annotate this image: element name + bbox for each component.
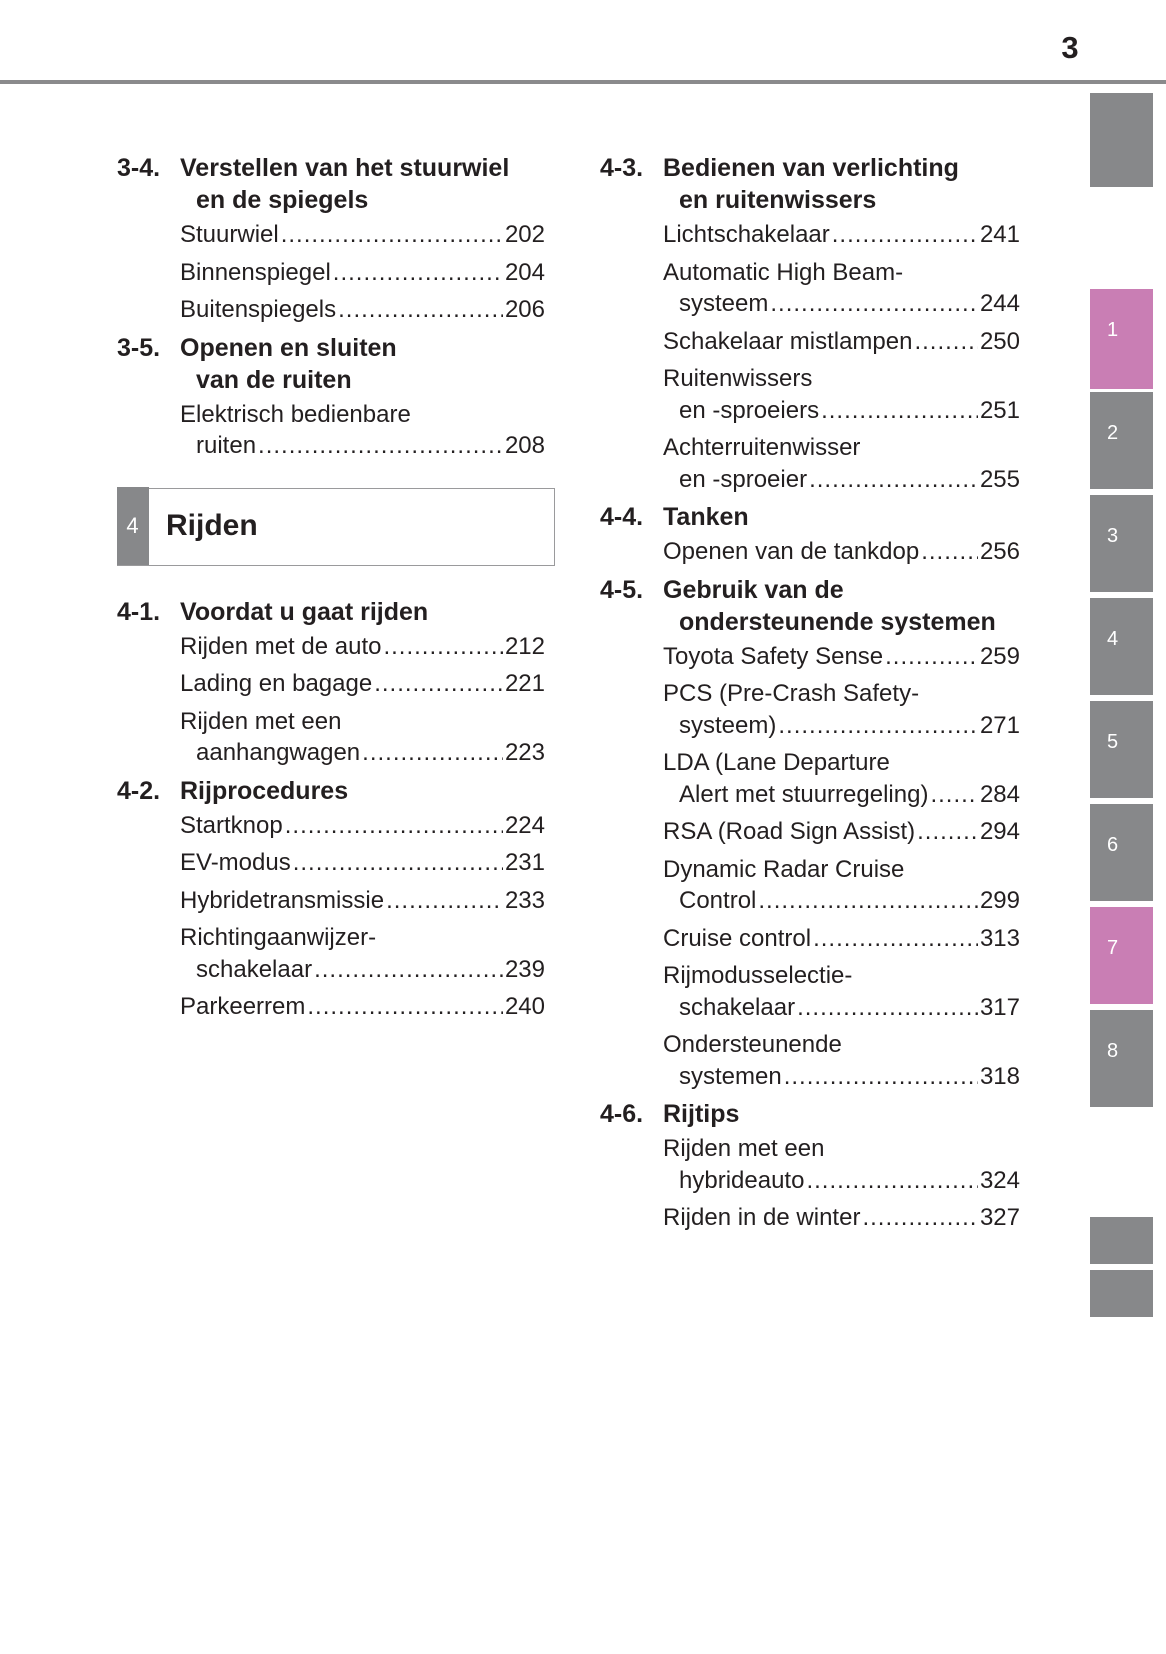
chapter-tab-5[interactable] [1090, 701, 1153, 798]
toc-entry-label-cont: hybrideauto [679, 1166, 805, 1194]
leader-dots [806, 1165, 978, 1197]
chapter-number: 4 [117, 487, 149, 565]
top-rule [0, 80, 1166, 84]
toc-entry-label-cont: Control [679, 887, 757, 914]
toc-entry-row [180, 954, 545, 986]
toc-entry-label: Achterruitenwisser [663, 434, 861, 461]
toc-page-number[interactable]: 256 [979, 538, 1020, 565]
toc-entry[interactable] [663, 257, 1020, 320]
toc-entry-label-cont: en -sproeier [679, 465, 808, 493]
toc-entry[interactable] [180, 219, 545, 251]
section-title-line1: Voordat u gaat rijden [180, 597, 429, 626]
toc-entry[interactable] [180, 810, 545, 842]
chapter-tab-label: 7 [1107, 937, 1119, 959]
toc-entry-row [663, 885, 1020, 917]
toc-entry-row [663, 288, 1020, 320]
toc-page-number[interactable]: 241 [979, 221, 1020, 248]
chapter-tab-2[interactable] [1090, 392, 1153, 489]
toc-entry-label-cont: ruiten [196, 432, 257, 459]
toc-entry-list [663, 641, 1020, 1093]
toc-entry[interactable] [663, 326, 1020, 358]
chapter-tab-3[interactable] [1090, 495, 1153, 592]
toc-entry-row [180, 810, 545, 842]
toc-entry-row [663, 710, 1020, 742]
toc-page-number[interactable]: 317 [979, 993, 1020, 1021]
toc-entry-label: Hybridetransmissie [180, 886, 385, 914]
chapter-tab-label: 3 [1107, 525, 1119, 547]
section-heading [117, 332, 545, 396]
section-number: 3-5. [117, 333, 161, 362]
leader-dots [809, 464, 978, 496]
toc-entry-label: Rijden met een [180, 707, 342, 735]
toc-entry-label: EV-modus [180, 849, 291, 876]
chapter-tab-6[interactable] [1090, 804, 1153, 901]
section-heading [600, 1098, 1020, 1130]
leader-dots [914, 326, 978, 358]
chapter-tab-label: 5 [1107, 731, 1119, 753]
leader-dots [770, 288, 978, 320]
leader-dots [862, 1202, 978, 1234]
section-title-line1: Rijtips [663, 1100, 740, 1128]
toc-entry[interactable] [663, 432, 1020, 495]
leader-dots [930, 779, 978, 811]
leader-dots [307, 991, 503, 1023]
toc-entry[interactable] [180, 631, 545, 663]
section-heading [600, 574, 1020, 638]
chapter-tab-blank[interactable] [1090, 93, 1153, 187]
leader-dots [813, 923, 978, 955]
section-title [663, 152, 1020, 216]
section-title-line1: Rijprocedures [180, 776, 349, 805]
leader-dots [921, 536, 978, 568]
leader-dots [885, 641, 978, 673]
toc-page-number[interactable]: 251 [979, 396, 1020, 424]
toc-page-number[interactable]: 233 [504, 886, 545, 914]
section-number: 4-3. [600, 154, 644, 182]
toc-entry-list [663, 219, 1020, 495]
toc-left-bottom [117, 596, 545, 1023]
toc-entry-label: Rijden met de auto [180, 632, 382, 660]
toc-entry-label: Ruitenwissers [663, 365, 813, 392]
toc-entry[interactable] [663, 923, 1020, 955]
toc-entry-list [663, 1133, 1020, 1234]
chapter-tab-label: 1 [1107, 319, 1119, 341]
leader-dots [758, 885, 978, 917]
section-title-line1: Tanken [663, 503, 749, 531]
chapter-header[interactable] [117, 488, 555, 566]
section-number: 4-6. [600, 1100, 644, 1128]
page-number: 3 [1061, 30, 1079, 65]
section-title [180, 596, 545, 628]
toc-entry-row [663, 1061, 1020, 1093]
toc-right-column [600, 152, 1020, 1240]
section-title-line1: Openen en sluiten [180, 333, 397, 362]
toc-entry-label-cont: en -sproeiers [679, 396, 820, 424]
toc-entry[interactable] [663, 1202, 1020, 1234]
chapter-tab-label: 4 [1107, 628, 1119, 650]
toc-entry[interactable] [180, 706, 545, 769]
chapter-tab-label: 2 [1107, 422, 1119, 444]
toc-page-number[interactable]: 318 [979, 1062, 1020, 1090]
leader-dots [314, 954, 503, 986]
toc-entry-label: Schakelaar mistlampen [663, 327, 913, 355]
toc-entry-row [663, 395, 1020, 427]
chapter-title: Rijden [166, 508, 258, 542]
toc-entry-label: Ondersteunende [663, 1031, 842, 1058]
toc-entry-label-cont: Alert met stuurregeling) [679, 780, 929, 808]
toc-left-column [117, 152, 545, 1029]
toc-entry-label: Stuurwiel [180, 221, 279, 248]
toc-entry-label: Lichtschakelaar [663, 221, 830, 248]
toc-page-number[interactable]: 206 [504, 296, 545, 323]
leader-dots [374, 668, 503, 700]
leader-dots [797, 992, 978, 1024]
toc-entry-label-cont: aanhangwagen [196, 739, 361, 766]
chapter-tab-blank[interactable] [1090, 1217, 1153, 1264]
toc-entry-row [663, 536, 1020, 568]
toc-entry-row [663, 326, 1020, 358]
chapter-tab-label: 6 [1107, 834, 1119, 856]
toc-entry-label: Automatic High Beam- [663, 258, 904, 286]
toc-entry-row [180, 430, 545, 462]
section-number: 3-4. [117, 154, 161, 182]
section-title [180, 775, 545, 807]
toc-entry-list [663, 536, 1020, 568]
toc-entry-label: Buitenspiegels [180, 296, 337, 323]
toc-entry[interactable] [663, 1133, 1020, 1196]
toc-entry-row [180, 631, 545, 663]
toc-entry-label-cont: systemen [679, 1062, 782, 1090]
toc-entry-list [180, 399, 545, 462]
toc-page-number[interactable]: 313 [979, 924, 1020, 952]
toc-entry[interactable] [180, 922, 545, 985]
toc-entry-row [180, 885, 545, 917]
toc-page-number[interactable]: 244 [979, 290, 1020, 317]
toc-entry-label: Rijmodusselectie- [663, 962, 853, 989]
toc-page-number[interactable]: 223 [504, 739, 545, 766]
toc-page-number[interactable]: 202 [504, 221, 545, 248]
section-title-line1: Verstellen van het stuurwiel [180, 154, 510, 182]
toc-right [600, 152, 1020, 1234]
toc-page-number[interactable]: 259 [979, 642, 1020, 670]
chapter-tab-8[interactable] [1090, 1010, 1153, 1107]
toc-page-number[interactable]: 212 [504, 632, 545, 660]
toc-left-top [117, 152, 545, 462]
toc-entry-row [663, 816, 1020, 848]
toc-entry[interactable] [180, 847, 545, 879]
toc-entry-label-cont: schakelaar [196, 955, 313, 983]
leader-dots [821, 395, 978, 427]
toc-entry[interactable] [180, 991, 545, 1023]
toc-entry-list [180, 631, 545, 769]
toc-entry-label: RSA (Road Sign Assist) [663, 818, 916, 845]
toc-entry-label-cont: schakelaar [679, 993, 796, 1021]
toc-entry-label: Elektrisch bedienbare [180, 400, 411, 428]
leader-dots [333, 257, 503, 289]
leader-dots [917, 816, 978, 848]
toc-entry[interactable] [663, 816, 1020, 848]
toc-entry-label: Binnenspiegel [180, 258, 331, 286]
toc-entry[interactable] [663, 536, 1020, 568]
toc-entry-label: Openen van de tankdop [663, 538, 920, 565]
leader-dots [383, 631, 502, 663]
toc-entry[interactable] [180, 885, 545, 917]
toc-entry[interactable] [663, 678, 1020, 741]
toc-entry-row [180, 219, 545, 251]
section-number: 4-5. [600, 575, 644, 604]
toc-entry-label: Dynamic Radar Cruise [663, 855, 905, 883]
section-heading [117, 596, 545, 628]
toc-page-number[interactable]: 239 [504, 955, 545, 983]
toc-entry-label: Parkeerrem [180, 993, 306, 1020]
toc-entry[interactable] [663, 854, 1020, 917]
toc-entry-list [180, 810, 545, 1023]
toc-page-number[interactable]: 271 [979, 711, 1020, 739]
section-heading [117, 152, 545, 216]
toc-entry-row [180, 257, 545, 289]
section-title [663, 1098, 1020, 1130]
toc-entry[interactable] [663, 747, 1020, 810]
toc-entry[interactable] [663, 219, 1020, 251]
toc-entry-row [663, 992, 1020, 1024]
section-heading [600, 152, 1020, 216]
toc-page-number[interactable]: 231 [504, 849, 545, 876]
leader-dots [832, 219, 978, 251]
section-number: 4-4. [600, 503, 644, 531]
leader-dots [285, 810, 503, 842]
toc-entry-row [663, 464, 1020, 496]
toc-entry-row [663, 641, 1020, 673]
toc-entry-row [663, 1165, 1020, 1197]
toc-page-number[interactable]: 294 [979, 818, 1020, 845]
toc-page-number[interactable]: 250 [979, 327, 1020, 355]
chapter-tab-label: 8 [1107, 1040, 1119, 1062]
toc-entry-label: Startknop [180, 811, 283, 839]
toc-entry-label: Lading en bagage [180, 670, 373, 697]
toc-entry-label-cont: systeem) [679, 711, 777, 739]
section-title-line2: van de ruiten [196, 365, 352, 394]
toc-entry[interactable] [180, 257, 545, 289]
toc-entry[interactable] [663, 363, 1020, 426]
chapter-tab-7[interactable] [1090, 907, 1153, 1004]
toc-page-number[interactable]: 255 [979, 465, 1020, 493]
leader-dots [362, 737, 503, 769]
toc-entry-row [180, 737, 545, 769]
section-title-line1: Bedienen van verlichting [663, 154, 959, 182]
chapter-tab-blank[interactable] [1090, 1270, 1153, 1317]
leader-dots [293, 847, 503, 879]
leader-dots [784, 1061, 978, 1093]
leader-dots [281, 219, 503, 251]
section-title [180, 152, 545, 216]
section-title [180, 332, 545, 396]
toc-entry[interactable] [663, 960, 1020, 1023]
toc-page-number[interactable]: 221 [504, 670, 545, 697]
toc-entry-row [663, 219, 1020, 251]
toc-entry[interactable] [180, 399, 545, 462]
section-title-line1: Gebruik van de [663, 575, 844, 604]
toc-entry-label: LDA (Lane Departure [663, 749, 890, 776]
toc-page-number[interactable]: 208 [504, 432, 545, 459]
toc-entry-row [180, 991, 545, 1023]
toc-entry-row [180, 668, 545, 700]
toc-entry-row [180, 294, 545, 326]
toc-entry[interactable] [180, 294, 545, 326]
section-heading [600, 501, 1020, 533]
chapter-tab-4[interactable] [1090, 598, 1153, 695]
toc-entry-list [180, 219, 545, 326]
toc-entry[interactable] [180, 668, 545, 700]
toc-entry-label: Cruise control [663, 924, 812, 952]
section-heading [117, 775, 545, 807]
toc-entry-label: Richtingaanwijzer- [180, 924, 377, 951]
section-title [663, 574, 1020, 638]
toc-entry-label-cont: systeem [679, 290, 769, 317]
section-title-line2: en ruitenwissers [679, 186, 877, 214]
toc-page-number[interactable]: 299 [979, 887, 1020, 914]
toc-page-number[interactable]: 224 [504, 811, 545, 839]
toc-entry-label: PCS (Pre-Crash Safety- [663, 680, 920, 707]
toc-entry-row [663, 1202, 1020, 1234]
toc-entry-row [663, 923, 1020, 955]
chapter-tab-1[interactable] [1090, 289, 1153, 389]
toc-page-number[interactable]: 327 [979, 1204, 1020, 1231]
toc-entry-label: Toyota Safety Sense [663, 642, 884, 670]
leader-dots [338, 294, 503, 326]
section-title [663, 501, 1020, 533]
toc-page-number[interactable]: 204 [504, 258, 545, 286]
leader-dots [778, 710, 978, 742]
toc-entry[interactable] [663, 641, 1020, 673]
toc-entry-label: Rijden met een [663, 1135, 825, 1162]
toc-page-number[interactable]: 240 [504, 993, 545, 1020]
toc-entry-row [180, 847, 545, 879]
leader-dots [258, 430, 503, 462]
leader-dots [386, 885, 503, 917]
section-number: 4-2. [117, 776, 161, 805]
toc-entry-row [663, 779, 1020, 811]
section-title-line2: ondersteunende systemen [679, 607, 996, 636]
toc-page-number[interactable]: 284 [979, 780, 1020, 808]
toc-entry[interactable] [663, 1029, 1020, 1092]
section-title-line2: en de spiegels [196, 186, 369, 214]
toc-entry-label: Rijden in de winter [663, 1204, 861, 1231]
section-number: 4-1. [117, 597, 161, 626]
toc-page-number[interactable]: 324 [979, 1166, 1020, 1194]
